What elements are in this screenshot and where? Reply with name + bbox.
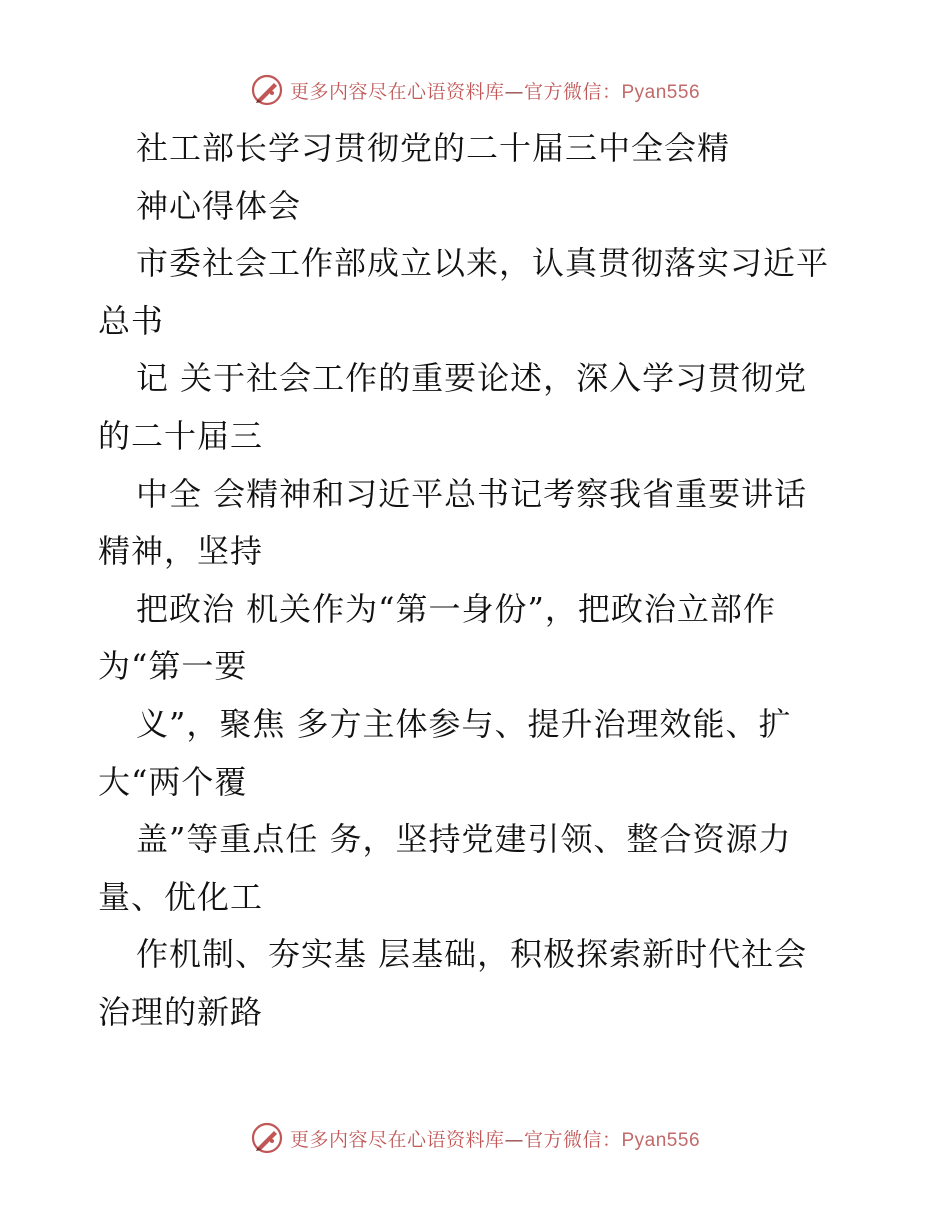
header-banner-wechat-id: Pyan556 [621,81,701,103]
title-line-2: 神心得体会 [136,186,302,225]
paragraph-line: 义”，聚焦 多方主体参与、提升治理效能、扩 [136,704,792,743]
footer-banner-text [290,1125,700,1152]
paragraph-line: 大“两个覆 [98,762,248,801]
footer-banner [0,1118,950,1158]
paragraph-line: 总书 [98,301,165,340]
footer-banner-wechat-id: Pyan556 [621,1129,701,1151]
paragraph-line: 的二十届三 [98,416,264,455]
paragraph-line: 精神，坚持 [98,532,264,571]
header-banner-main: 更多内容尽在心语资料库 [289,80,505,103]
paragraph-line: 盖”等重点任 务，坚持党建引领、整合资源力 [136,820,792,859]
paragraph-line: 为“第一要 [98,647,248,686]
header-banner [0,70,950,110]
footer-banner-sep: — [504,1128,524,1151]
document-body [98,120,858,1042]
paragraph-line: 市委社会工作部成立以来，认真贯彻落实习近平 [136,244,830,283]
pen-logo-icon [250,1121,284,1155]
title-line-1: 社工部长学习贯彻党的二十届三中全会精 [136,129,731,167]
paragraph-line: 作机制、夯实基 层基础，积极探索新时代社会 [136,935,808,974]
header-banner-wechat-label: 官方微信： [523,80,622,103]
paragraph-line: 记 关于社会工作的重要论述，深入学习贯彻党 [136,359,808,398]
paragraph-line: 中全 会精神和习近平总书记考察我省重要讲话 [136,474,808,513]
paragraph-line: 量、优化工 [98,877,264,916]
pen-logo-icon [250,73,284,107]
header-banner-sep: — [504,80,524,103]
footer-banner-wechat-label: 官方微信： [523,1128,622,1151]
header-banner-text [290,77,700,104]
footer-banner-main: 更多内容尽在心语资料库 [289,1128,505,1151]
paragraph-line: 治理的新路 [98,992,264,1031]
paragraph-line: 把政治 机关作为“第一身份”，把政治立部作 [136,589,776,628]
